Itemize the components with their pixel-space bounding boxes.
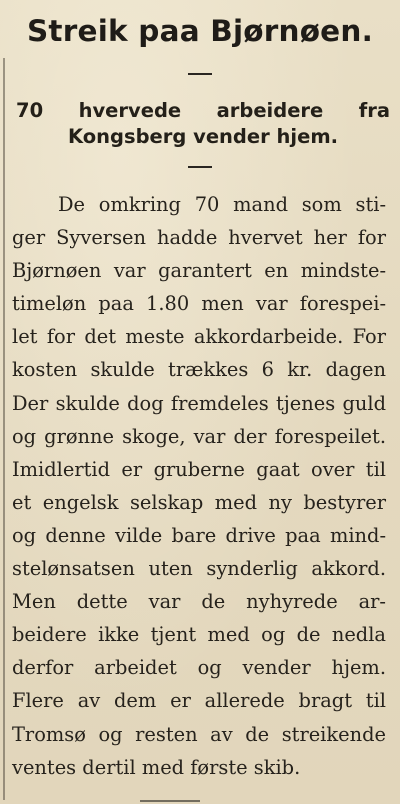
body-line: kosten skulde trækkes 6 kr. dagen (12, 358, 386, 382)
body-line: Bjørnøen var garantert en mindste- (12, 259, 386, 283)
body-line: Tromsø og resten av de streikende (12, 722, 386, 746)
body-line: Men dette var de nyhyrede ar- (12, 590, 386, 614)
subheadline (16, 98, 390, 150)
body-line: og denne vilde bare drive paa mind- (12, 523, 386, 547)
body-line: timeløn paa 1.80 men var forespei- (12, 292, 386, 316)
body-line: og grønne skoge, var der forespeilet. (12, 424, 386, 448)
body-line: et engelsk selskap med ny bestyrer (12, 490, 386, 514)
separator-dash (188, 166, 212, 168)
body-line: ger Syversen hadde hvervet her for (12, 226, 386, 250)
body-line: beidere ikke tjent med og de nedla (12, 623, 386, 647)
body-line: stelønsatsen uten synderlig akkord. (12, 557, 386, 581)
article-body (12, 188, 386, 784)
body-line: let for det meste akkordarbeide. For (12, 325, 386, 349)
bottom-rule (140, 800, 200, 802)
body-line: ventes dertil med første skib. (12, 755, 301, 779)
body-line: De omkring 70 mand som sti- (58, 193, 386, 216)
body-line: Der skulde dog fremdeles tjenes guld (12, 391, 386, 415)
subheadline-line: 70 hvervede arbeidere fra (16, 99, 390, 122)
subheadline-line: Kongsberg vender hjem. (67, 125, 339, 148)
body-line: derfor arbeidet og vender hjem. (12, 656, 386, 680)
separator-dash (188, 73, 212, 75)
column-rule (3, 58, 5, 800)
headline: Streik paa Bjørnøen. (26, 14, 373, 48)
body-line: Flere av dem er allerede bragt til (12, 689, 386, 713)
body-line: Imidlertid er gruberne gaat over til (12, 457, 386, 481)
